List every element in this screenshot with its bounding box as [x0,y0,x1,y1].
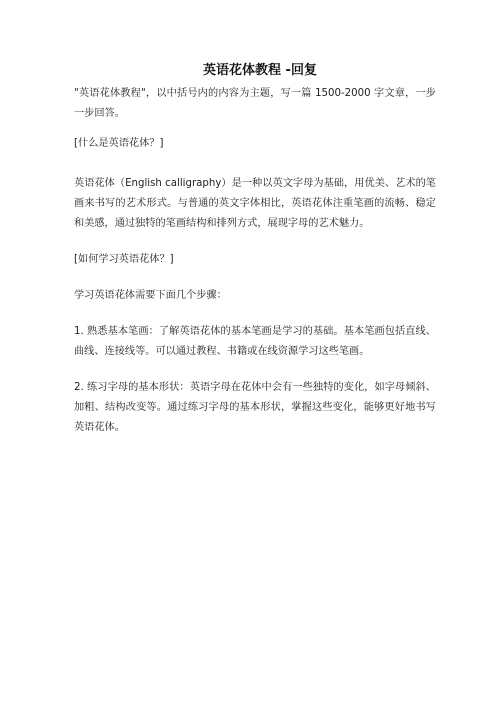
spacer [74,306,436,322]
spacer [74,234,436,250]
spacer [74,270,436,286]
step-2-paragraph: 2. 练习字母的基本形状：英语字母在花体中会有一些独特的变化，如字母倾斜、加粗、结构改变等。通过练习字母的基本形状，掌握这些变化，能够更好地书写英语花体。 [74,382,436,433]
section-heading-what: [什么是英语花体？] [74,138,164,149]
paragraph-steps-intro: 学习英语花体需要下面几个步骤： [74,290,227,301]
spacer [74,124,436,134]
spacer [74,154,436,174]
document-title: 英语花体教程 -回复 [203,63,317,78]
intro-paragraph: "英语花体教程"，以中括号内的内容为主题，写一篇 1500-2000 字文章，一步一步回答。 [74,88,436,119]
paragraph-definition: 英语花体（English calligraphy）是一种以英文字母为基础，用优美、艺术的笔画来书写的艺术形式。与普通的英文字体相比，英语花体注重笔画的流畅、稳定和美感，通过独特的笔画结构和排列方式，展现字母的艺术魅力。 [74,178,436,229]
section-heading-how: [如何学习英语花体？] [74,254,174,265]
step-1-paragraph: 1. 熟悉基本笔画：了解英语花体的基本笔画是学习的基础。基本笔画包括直线、曲线、连接线等。可以通过教程、书籍或在线资源学习这些笔画。 [74,326,436,357]
spacer [74,362,436,378]
